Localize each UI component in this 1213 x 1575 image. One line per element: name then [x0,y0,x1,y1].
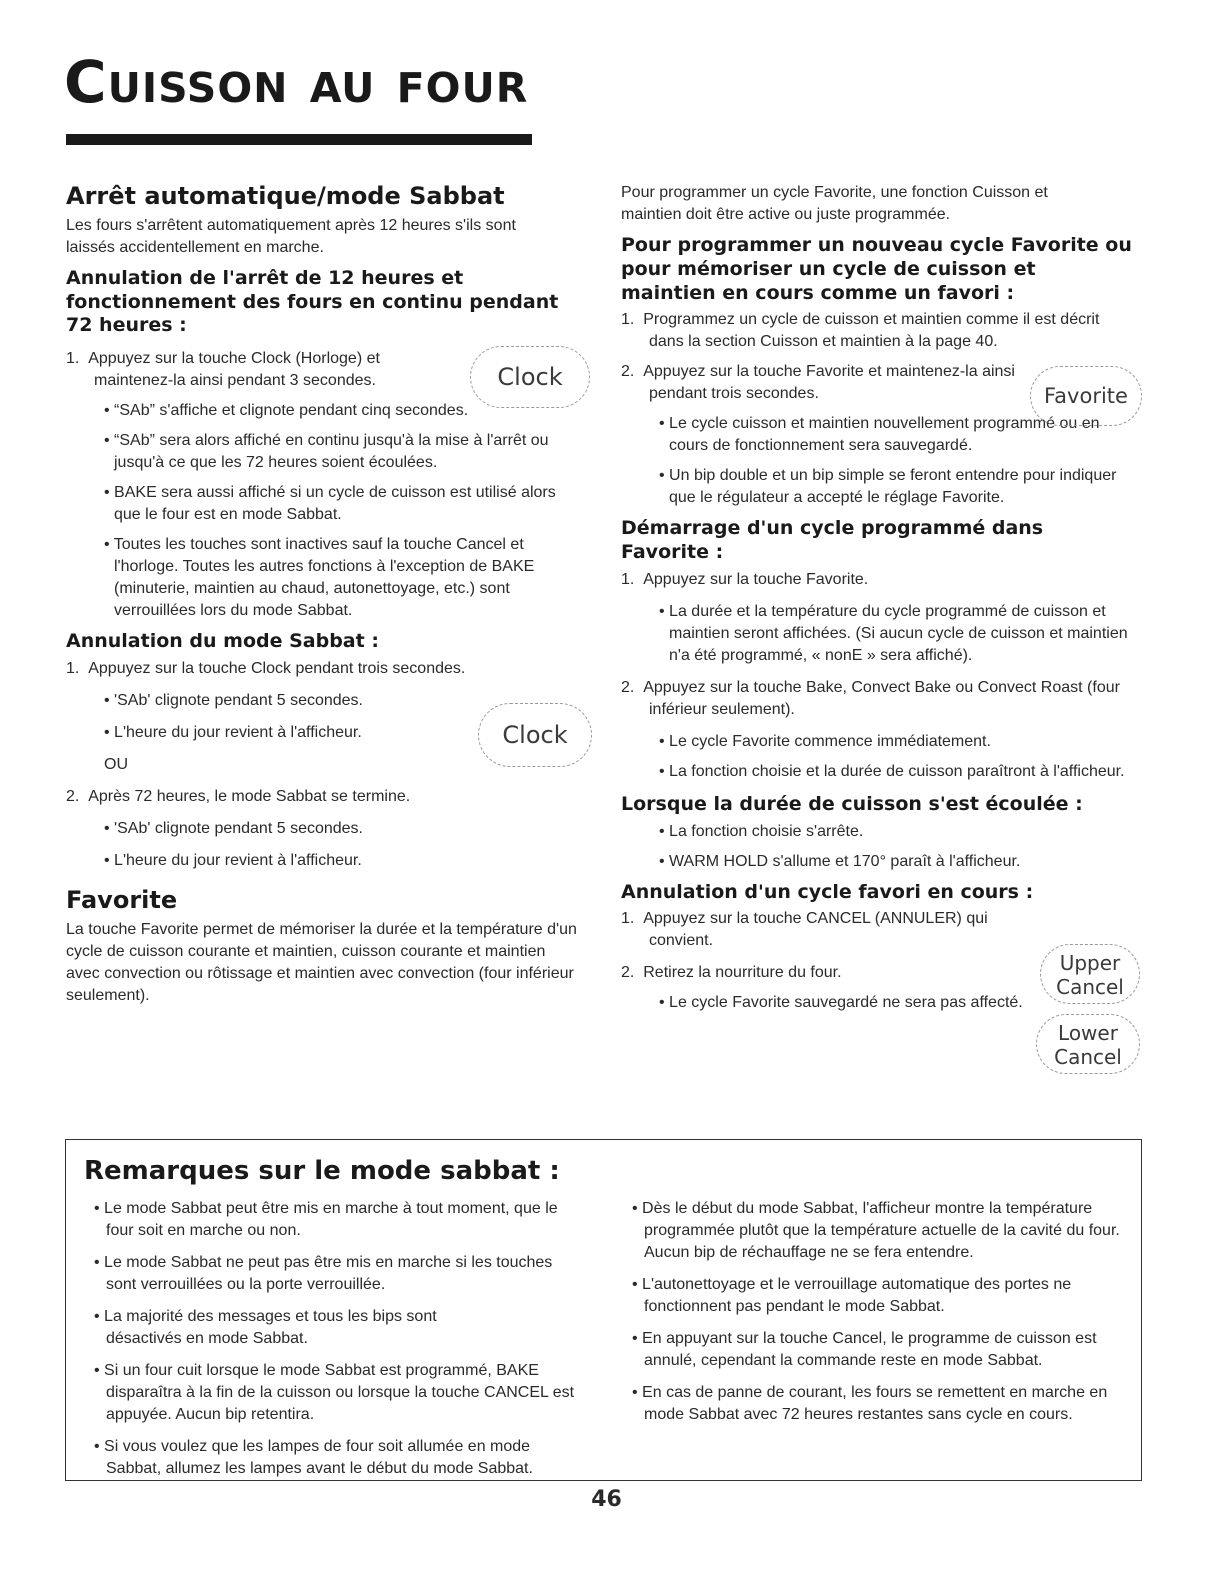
list-item: • La majorité des messages et tous les bips sont désactivés en mode Sabbat. [94,1308,437,1347]
notes-heading: Remarques sur le mode sabbat : [84,1156,560,1186]
elapsed-heading: Lorsque la durée de cuisson s'est écoulée : [621,792,1083,815]
lower-cancel-key-line-1: Lower [1058,1021,1118,1045]
favorite-heading: Favorite [66,885,178,914]
list-item: • Si vous voulez que les lampes de four soit allumée en mode Sabbat, allumez les lampes avant le début du mode Sabbat. [94,1438,533,1477]
list-item: • “SAb” s'affiche et clignote pendant cinq secondes. [104,402,469,420]
clock-key-icon: Clock [470,346,590,408]
list-item: • Un bip double et un bip simple se feront entendre pour indiquer que le régulateur a accepté le réglage Favorite. [659,467,1117,507]
notes-right-column [620,1198,1120,1426]
list-item: • En cas de panne de courant, les fours se remettent en marche en mode Sabbat avec 72 heures restantes sans cycle en cours. [632,1384,1108,1423]
list-item: • L'heure du jour revient à l'afficheur. [104,723,362,741]
list-item: • Si un four cuit lorsque le mode Sabbat est programmé, BAKE disparaîtra à la fin de la cuisson ou lorsque la touche CANCEL est appuyée. Aucun bip retentira. [94,1362,575,1423]
list-item: • Le cycle Favorite sauvegardé ne sera pas affecté. [659,994,1023,1012]
favorite-key-icon: Favorite [1030,366,1142,426]
sabbat-heading: Arrêt automatique/mode Sabbat [66,182,505,210]
favorite-intro: La touche Favorite permet de mémoriser la durée et la température d'un cycle de cuisson courante et maintien, cuisson courante et maintien avec convection ou rôtissage et maintien avec convection (four inférieur seulement). [66,920,577,1004]
sabbat-notes-box [65,1139,1142,1481]
list-item: • Toutes les touches sont inactives sauf la touche Cancel et l'horloge. Toutes les autres fonctions à l'exception de BAKE (minuterie, maintien au chaud, autonettoyage, etc.) sont verrouillées lors du mode Sabbat. [104,536,535,620]
cancel12-heading: Annulation de l'arrêt de 12 heures et fonctionnement des fours en continu pendant 72 heures : [66,266,559,337]
upper-cancel-key-line-2: Cancel [1056,975,1124,999]
start-step-1: 1. Appuyez sur la touche Favorite. [621,570,869,588]
list-item: • “SAb” sera alors affiché en continu jusqu'à la mise à l'arrêt ou jusqu'à ce que les 72 heures soient écoulées. [104,432,549,472]
cancel12-step-1: 1. Appuyez sur la touche Clock (Horloge) et maintenez-la ainsi pendant 3 secondes. [66,350,380,390]
clock-key-icon: Clock [478,703,592,767]
list-item: • En appuyant sur la touche Cancel, le programme de cuisson est annulé, cependant la commande reste en mode Sabbat. [632,1330,1097,1369]
list-item: • L'autonettoyage et le verrouillage automatique des portes ne fonctionnent pas pendant le mode Sabbat. [632,1276,1072,1315]
list-item: • La durée et la température du cycle programmé de cuisson et maintien seront affichées. (Si aucun cycle de cuisson et maintien n'a été programmé, « nonE » sera affiché). [659,602,1128,664]
program-heading: Pour programmer un nouveau cycle Favorite ou pour mémoriser un cycle de cuisson et maintien en cours comme un favori : [621,234,1132,304]
cancel-fav-step-2: 2. Retirez la nourriture du four. [621,964,842,982]
cancel-fav-heading: Annulation d'un cycle favori en cours : [621,880,1034,903]
list-item: • La fonction choisie s'arrête. [659,822,864,840]
right-intro: Pour programmer un cycle Favorite, une fonction Cuisson et maintien doit être active ou juste programmée. [621,184,1048,223]
page-number: 46 [591,1487,622,1512]
cancel-fav-step-1: 1. Appuyez sur la touche CANCEL (ANNULER) qui convient. [621,910,988,950]
list-item: • BAKE sera aussi affiché si un cycle de cuisson est utilisé alors que le four est en mode Sabbat. [104,484,556,524]
cancel-sabbat-heading: Annulation du mode Sabbat : [66,630,379,653]
list-item: • 'SAb' clignote pendant 5 secondes. [104,691,363,709]
start-heading: Démarrage d'un cycle programmé dans Favorite : [621,517,1044,563]
list-item: • Le cycle cuisson et maintien nouvellement programmé ou en cours de fonctionnement sera sauvegardé. [659,415,1100,455]
notes-left-column [82,1198,582,1480]
list-item: • La fonction choisie et la durée de cuisson paraîtront à l'afficheur. [659,762,1125,780]
list-item: • L'heure du jour revient à l'afficheur. [104,851,362,869]
program-step-2: 2. Appuyez sur la touche Favorite et maintenez-la ainsi pendant trois secondes. [621,363,1015,403]
start-step-2: 2. Appuyez sur la touche Bake, Convect Bake ou Convect Roast (four inférieur seulement). [621,678,1120,718]
list-item: • WARM HOLD s'allume et 170° paraît à l'afficheur. [659,852,1021,870]
sabbat-intro: Les fours s'arrêtent automatiquement après 12 heures s'ils sont laissés accidentellement en marche. [66,216,516,256]
right-column [621,182,1136,1014]
list-item: • Dès le début du mode Sabbat, l'afficheur montre la température programmée plutôt que la température actuelle de la cavité du four. Aucun bip de réchauffage ne se fera entendre. [632,1200,1120,1261]
page-title: Cuisson au four [64,48,529,116]
lower-cancel-key-line-2: Cancel [1054,1045,1122,1069]
or-text: OU [104,755,128,773]
list-item: • Le mode Sabbat peut être mis en marche à tout moment, que le four soit en marche ou non. [94,1200,558,1239]
upper-cancel-key-line-1: Upper [1059,951,1121,975]
list-item: • Le mode Sabbat ne peut pas être mis en marche si les touches sont verrouillées ou la porte verrouillée. [94,1254,553,1293]
program-step-1: 1. Programmez un cycle de cuisson et maintien comme il est décrit dans la section Cuisson et maintien à la page 40. [621,311,1100,351]
title-rule [66,134,532,145]
upper-cancel-key-icon [1040,944,1140,1004]
list-item: • 'SAb' clignote pendant 5 secondes. [104,819,363,837]
left-column [66,182,581,1007]
cancel-sabbat-step-2: 2. Après 72 heures, le mode Sabbat se termine. [66,787,411,805]
list-item: • Le cycle Favorite commence immédiatement. [659,732,991,750]
lower-cancel-key-icon [1036,1014,1140,1074]
cancel-sabbat-step-1: 1. Appuyez sur la touche Clock pendant trois secondes. [66,659,466,677]
